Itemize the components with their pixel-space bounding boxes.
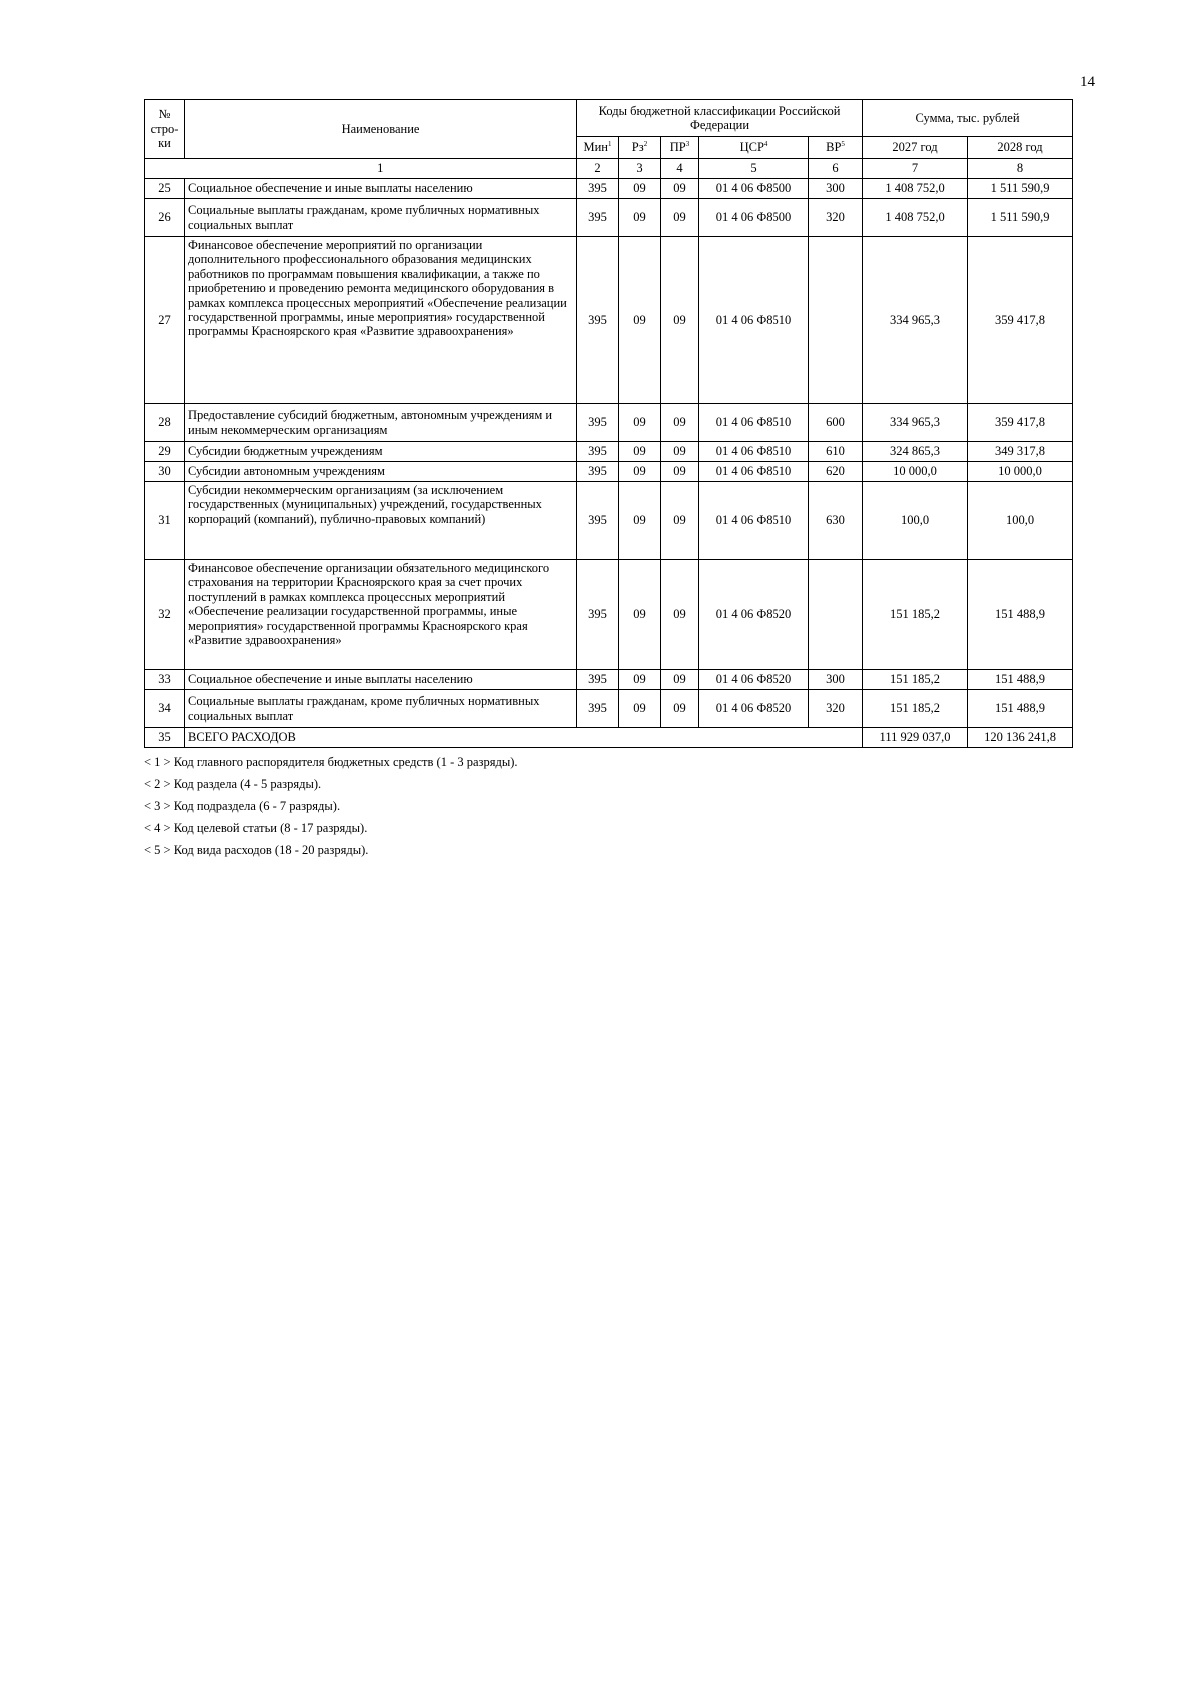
row-csr: 01 4 06 Ф8500 [699, 179, 809, 199]
row-min: 395 [577, 179, 619, 199]
footnote: < 2 > Код раздела (4 - 5 разряды). [144, 777, 322, 791]
footnote: < 3 > Код подраздела (6 - 7 разряды). [144, 799, 341, 813]
row-name: Социальное обеспечение и иные выплаты населению [185, 670, 577, 690]
row-pr: 09 [661, 670, 699, 690]
row-sum-2028: 1 511 590,9 [968, 199, 1073, 237]
table-row [145, 482, 1073, 560]
row-vr: 600 [809, 404, 863, 442]
row-csr: 01 4 06 Ф8510 [699, 237, 809, 404]
total-row [145, 728, 1073, 748]
row-pr: 09 [661, 462, 699, 482]
row-min: 395 [577, 482, 619, 560]
row-rz: 09 [619, 179, 661, 199]
header-rz: $Рз^2$ [619, 137, 661, 159]
row-sum-2027: 334 965,3 [863, 237, 968, 404]
header-name: Наименование [185, 100, 577, 159]
column-number: 4 [661, 159, 699, 179]
row-sum-2028: 151 488,9 [968, 560, 1073, 670]
header-csr: ЦСР$^4$ [699, 137, 809, 159]
row-pr: 09 [661, 482, 699, 560]
column-numbers-row [145, 159, 1073, 179]
row-vr: 300 [809, 670, 863, 690]
row-number: 26 [145, 199, 185, 237]
table-row [145, 404, 1073, 442]
row-sum-2028: 151 488,9 [968, 690, 1073, 728]
row-sum-2027: 334 965,3 [863, 404, 968, 442]
row-vr: 320 [809, 690, 863, 728]
table-row [145, 670, 1073, 690]
header-2028: 2028 год [968, 137, 1073, 159]
row-number: 28 [145, 404, 185, 442]
row-vr [809, 560, 863, 670]
table-row [145, 560, 1073, 670]
table-row [145, 690, 1073, 728]
row-sum-2028: 359 417,8 [968, 404, 1073, 442]
column-number: 5 [699, 159, 809, 179]
row-number: 32 [145, 560, 185, 670]
row-sum-2028: 1 511 590,9 [968, 179, 1073, 199]
row-sum-2028: 151 488,9 [968, 670, 1073, 690]
row-name: Финансовое обеспечение организации обязательного медицинского страхования на территории Красноярского края за счет прочих поступлений в рамках комплекса процессных мероприятий «Обеспечение реализации государственной программы, иные мероприятия» государственной программы Красноярского края «Развитие здравоохранения» [185, 560, 577, 670]
row-vr: 300 [809, 179, 863, 199]
row-number: 31 [145, 482, 185, 560]
budget-table [144, 99, 1073, 748]
row-pr: 09 [661, 404, 699, 442]
column-number: 8 [968, 159, 1073, 179]
row-name: Субсидии некоммерческим организациям (за исключением государственных (муниципальных) учреждений, государственных корпораций (компаний), публично-правовых компаний) [185, 482, 577, 560]
column-number: 3 [619, 159, 661, 179]
row-sum-2028: 349 317,8 [968, 442, 1073, 462]
row-rz: 09 [619, 670, 661, 690]
row-number: 30 [145, 462, 185, 482]
row-name: Социальные выплаты гражданам, кроме публичных нормативных социальных выплат [185, 690, 577, 728]
header-pr: $ПР^3$ [661, 137, 699, 159]
row-name: Социальное обеспечение и иные выплаты населению [185, 179, 577, 199]
table-row [145, 199, 1073, 237]
row-rz: 09 [619, 442, 661, 462]
row-min: 395 [577, 670, 619, 690]
header-2027: 2027 год [863, 137, 968, 159]
row-csr: 01 4 06 Ф8510 [699, 462, 809, 482]
row-vr: 630 [809, 482, 863, 560]
total-label: ВСЕГО РАСХОДОВ [185, 728, 863, 748]
total-sum-2027: 111 929 037,0 [863, 728, 968, 748]
total-row-number: 35 [145, 728, 185, 748]
column-number: 2 [577, 159, 619, 179]
row-sum-2027: 324 865,3 [863, 442, 968, 462]
row-sum-2028: 359 417,8 [968, 237, 1073, 404]
table-row [145, 442, 1073, 462]
row-rz: 09 [619, 482, 661, 560]
row-vr: 320 [809, 199, 863, 237]
row-number: 25 [145, 179, 185, 199]
row-vr [809, 237, 863, 404]
row-csr: 01 4 06 Ф8520 [699, 560, 809, 670]
page-number: 14 [1080, 74, 1095, 90]
header-row-1 [145, 100, 1073, 137]
row-min: 395 [577, 462, 619, 482]
row-pr: 09 [661, 442, 699, 462]
row-csr: 01 4 06 Ф8510 [699, 482, 809, 560]
column-number: 1 [185, 159, 577, 179]
row-rz: 09 [619, 237, 661, 404]
row-sum-2027: 151 185,2 [863, 560, 968, 670]
total-sum-2028: 120 136 241,8 [968, 728, 1073, 748]
table-row [145, 179, 1073, 199]
footnote: < 1 > Код главного распорядителя бюджетных средств (1 - 3 разряды). [144, 755, 518, 769]
row-rz: 09 [619, 462, 661, 482]
row-min: 395 [577, 199, 619, 237]
row-pr: 09 [661, 560, 699, 670]
row-number: 29 [145, 442, 185, 462]
row-name: Предоставление субсидий бюджетным, автономным учреждениям и иным некоммерческим организациям [185, 404, 577, 442]
row-sum-2028: 100,0 [968, 482, 1073, 560]
row-number: 27 [145, 237, 185, 404]
row-pr: 09 [661, 199, 699, 237]
row-sum-2027: 10 000,0 [863, 462, 968, 482]
header-row-no: № стро-ки [145, 100, 185, 159]
row-rz: 09 [619, 560, 661, 670]
row-csr: 01 4 06 Ф8520 [699, 690, 809, 728]
row-name: Субсидии бюджетным учреждениям [185, 442, 577, 462]
column-number: 7 [863, 159, 968, 179]
row-name: Социальные выплаты гражданам, кроме публичных нормативных социальных выплат [185, 199, 577, 237]
header-min: Мин$^1$ [577, 137, 619, 159]
row-vr: 620 [809, 462, 863, 482]
row-vr: 610 [809, 442, 863, 462]
header-sum-group: Сумма, тыс. рублей [863, 100, 1073, 137]
row-name: Финансовое обеспечение мероприятий по организации дополнительного профессионального образования медицинских работников по программам повышения квалификации, а также по приобретению и проведению ремонта медицинского оборудования в рамках комплекса процессных мероприятий «Обеспечение реализации государственной программы, иные мероприятия» государственной программы Красноярского края «Развитие здравоохранения» [185, 237, 577, 404]
row-csr: 01 4 06 Ф8520 [699, 670, 809, 690]
row-pr: 09 [661, 237, 699, 404]
footnote: < 4 > Код целевой статьи (8 - 17 разряды). [144, 821, 368, 835]
row-pr: 09 [661, 179, 699, 199]
footnote: < 5 > Код вида расходов (18 - 20 разряды). [144, 843, 369, 857]
footnotes [144, 751, 518, 861]
table-row [145, 462, 1073, 482]
row-pr: 09 [661, 690, 699, 728]
row-sum-2027: 151 185,2 [863, 670, 968, 690]
row-number: 33 [145, 670, 185, 690]
row-rz: 09 [619, 404, 661, 442]
row-csr: 01 4 06 Ф8510 [699, 404, 809, 442]
row-number: 34 [145, 690, 185, 728]
header-vr: $ВР^5$ [809, 137, 863, 159]
row-min: 395 [577, 442, 619, 462]
row-min: 395 [577, 560, 619, 670]
row-sum-2027: 1 408 752,0 [863, 179, 968, 199]
column-number: 6 [809, 159, 863, 179]
row-csr: 01 4 06 Ф8510 [699, 442, 809, 462]
column-number [145, 159, 185, 179]
row-sum-2027: 1 408 752,0 [863, 199, 968, 237]
row-rz: 09 [619, 199, 661, 237]
row-rz: 09 [619, 690, 661, 728]
row-sum-2028: 10 000,0 [968, 462, 1073, 482]
row-min: 395 [577, 404, 619, 442]
row-sum-2027: 151 185,2 [863, 690, 968, 728]
row-name: Субсидии автономным учреждениям [185, 462, 577, 482]
row-min: 395 [577, 690, 619, 728]
header-codes-group: Коды бюджетной классификации Российской Федерации [577, 100, 863, 137]
table-row [145, 237, 1073, 404]
row-csr: 01 4 06 Ф8500 [699, 199, 809, 237]
row-sum-2027: 100,0 [863, 482, 968, 560]
row-min: 395 [577, 237, 619, 404]
